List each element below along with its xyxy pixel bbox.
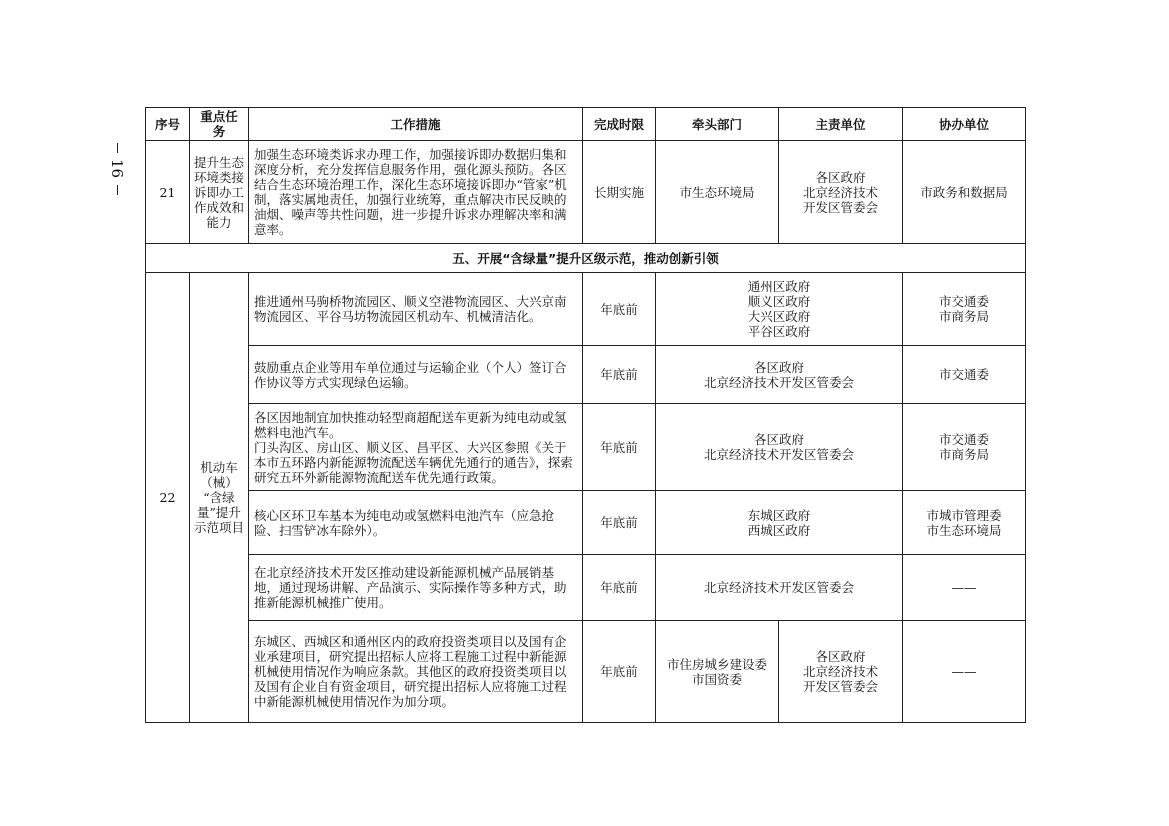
- header-measure: 工作措施: [249, 108, 583, 141]
- header-lead: 牵头部门: [656, 108, 779, 141]
- table-row-22-4: [146, 491, 1026, 555]
- row21-main: 各区政府 北京经济技术 开发区管委会: [779, 141, 903, 244]
- table-row-22-1: [146, 273, 1026, 346]
- section-5-title: 五、开展“含绿量”提升区级示范，推动创新引领: [146, 244, 1026, 273]
- row21-assist: 市政务和数据局: [903, 141, 1026, 244]
- row22-assist-3: 市交通委 市商务局: [903, 404, 1026, 491]
- header-task: 重点任务: [190, 108, 249, 141]
- row22-assist-4: 市城市管理委 市生态环境局: [903, 491, 1026, 555]
- row22-deadline-2: 年底前: [583, 346, 656, 404]
- row22-deadline-6: 年底前: [583, 621, 656, 723]
- row22-lead-main-4: 东城区政府 西城区政府: [656, 491, 903, 555]
- header-assist: 协办单位: [903, 108, 1026, 141]
- table-row-22-6: [146, 621, 1026, 723]
- row22-measure-3: 各区因地制宜加快推动轻型商超配送车更新为纯电动或氢燃料电池汽车。 门头沟区、房山区、顺义区、昌平区、大兴区参照《关于本市五环路内新能源物流配送车辆优先通行的通告》，探索研究五环外新能源物流配送车优先通行政策。: [249, 404, 583, 491]
- row22-main-6: 各区政府 北京经济技术 开发区管委会: [779, 621, 903, 723]
- row22-assist-6: ——: [903, 621, 1026, 723]
- page-number-dash-top: [117, 143, 118, 153]
- row21-measure: 加强生态环境类诉求办理工作，加强接诉即办数据归集和深度分析，充分发挥信息服务作用，强化源头预防。各区结合生态环境治理工作，深化生态环境接诉即办“管家”机制，落实属地责任，加强行业统筹，重点解决市民反映的油烟、噪声等共性问题，进一步提升诉求办理解决率和满意率。: [249, 141, 583, 244]
- row22-lead-6: 市住房城乡建设委 市国资委: [656, 621, 779, 723]
- row22-measure-6: 东城区、西城区和通州区内的政府投资类项目以及国有企业承建项目，研究提出招标人应将工程施工过程中新能源机械使用情况作为响应条款。其他区的政府投资类项目以及国有企业自有资金项目，研究提出招标人应将施工过程中新能源机械使用情况作为加分项。: [249, 621, 583, 723]
- table-row-22-3: [146, 404, 1026, 491]
- row21-lead: 市生态环境局: [656, 141, 779, 244]
- row22-assist-5: ——: [903, 555, 1026, 621]
- row22-measure-2: 鼓励重点企业等用车单位通过与运输企业（个人）签订合作协议等方式实现绿色运输。: [249, 346, 583, 404]
- row22-deadline-1: 年底前: [583, 273, 656, 346]
- table-row-22-2: [146, 346, 1026, 404]
- row22-lead-main-1: 通州区政府 顺义区政府 大兴区政府 平谷区政府: [656, 273, 903, 346]
- page-number-marker: [104, 128, 130, 210]
- table-row-21: [146, 141, 1026, 244]
- row22-deadline-3: 年底前: [583, 404, 656, 491]
- section-row-5: [146, 244, 1026, 273]
- row22-lead-main-2: 各区政府 北京经济技术开发区管委会: [656, 346, 903, 404]
- row22-measure-5: 在北京经济技术开发区推动建设新能源机械产品展销基地，通过现场讲解、产品演示、实际操作等多种方式，助推新能源机械推广使用。: [249, 555, 583, 621]
- row22-assist-2: 市交通委: [903, 346, 1026, 404]
- header-no: 序号: [146, 108, 190, 141]
- task-table: [145, 107, 1026, 723]
- table-row-22-5: [146, 555, 1026, 621]
- page-number: 16: [108, 159, 126, 179]
- row22-lead-main-3: 各区政府 北京经济技术开发区管委会: [656, 404, 903, 491]
- row22-lead-main-5: 北京经济技术开发区管委会: [656, 555, 903, 621]
- page-number-dash-bottom: [117, 185, 118, 195]
- row21-deadline: 长期实施: [583, 141, 656, 244]
- row22-no: 22: [146, 273, 190, 723]
- row21-task: 提升生态环境类接诉即办工作成效和能力: [190, 141, 249, 244]
- row22-measure-4: 核心区环卫车基本为纯电动或氢燃料电池汽车（应急抢险、扫雪铲冰车除外）。: [249, 491, 583, 555]
- row22-assist-1: 市交通委 市商务局: [903, 273, 1026, 346]
- row22-deadline-4: 年底前: [583, 491, 656, 555]
- header-main: 主责单位: [779, 108, 903, 141]
- row22-task: 机动车 （械） “含绿 量”提升 示范项目: [190, 273, 249, 723]
- header-deadline: 完成时限: [583, 108, 656, 141]
- row22-measure-1: 推进通州马驹桥物流园区、顺义空港物流园区、大兴京南物流园区、平谷马坊物流园区机动车、机械清洁化。: [249, 273, 583, 346]
- row22-deadline-5: 年底前: [583, 555, 656, 621]
- table-header-row: [146, 108, 1026, 141]
- row21-no: 21: [146, 141, 190, 244]
